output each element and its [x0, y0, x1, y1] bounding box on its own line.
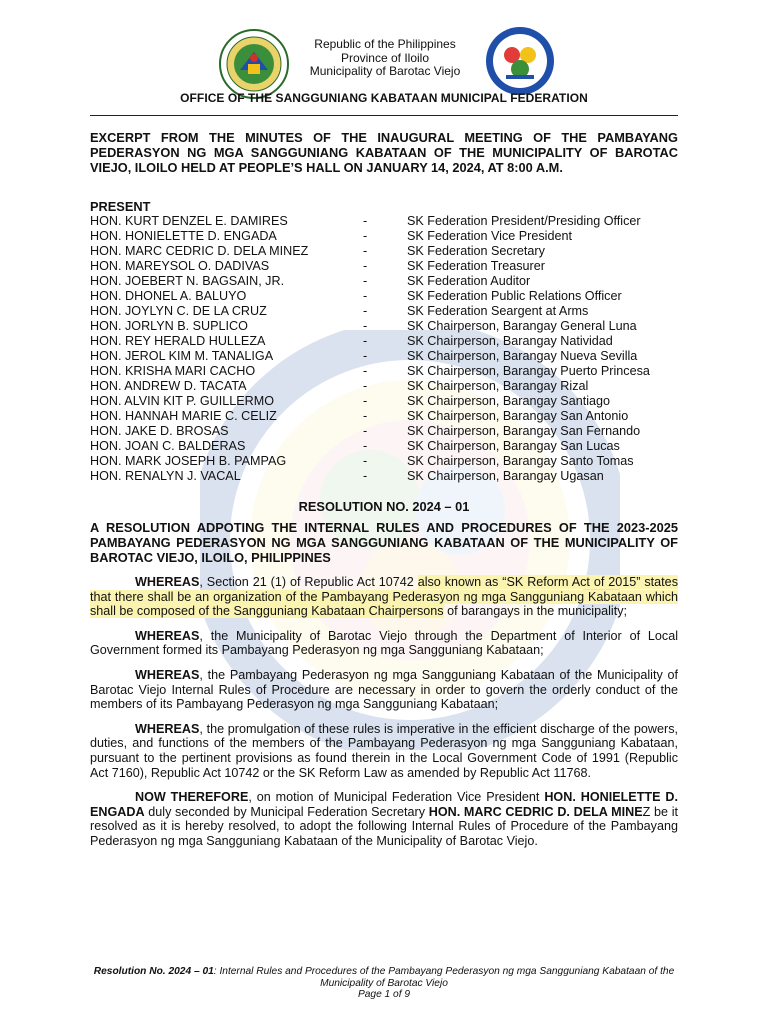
separator-dash: - — [363, 439, 368, 453]
member-name: HON. ALVIN KIT P. GUILLERMO — [90, 394, 275, 408]
separator-dash: - — [363, 304, 368, 318]
excerpt-heading: EXCERPT FROM THE MINUTES OF THE INAUGURAL MEETING OF THE PAMBAYANG PEDERASYON NG MGA SANGGUNIANG KABATAAN OF THE MUNICIPALITY OF BAROTAC VIEJO, ILOILO HELD AT PEOPLE’S HALL ON JANUARY 14, 2024, AT 8:00 A.M. — [90, 130, 678, 175]
member-position: SK Federation Public Relations Officer — [407, 289, 622, 303]
separator-dash: - — [363, 244, 368, 258]
separator-dash: - — [363, 379, 368, 393]
whereas-label: WHEREAS — [135, 721, 200, 736]
member-name: HON. MARK JOSEPH B. PAMPAG — [90, 454, 287, 468]
separator-dash: - — [363, 349, 368, 363]
republic-line: Republic of the Philippines — [314, 37, 456, 51]
member-name: HON. KURT DENZEL E. DAMIRES — [90, 214, 288, 228]
whereas-label: WHEREAS — [135, 667, 200, 682]
separator-dash: - — [363, 334, 368, 348]
header-divider — [90, 115, 678, 116]
roster-row — [90, 454, 690, 469]
roster-row — [90, 304, 690, 319]
whereas-paragraph-3 — [90, 668, 678, 712]
member-name: HON. KRISHA MARI CACHO — [90, 364, 256, 378]
roster-row — [90, 349, 690, 364]
whereas-paragraph-4 — [90, 722, 678, 780]
member-name: HON. HANNAH MARIE C. CELIZ — [90, 409, 277, 423]
roster-row — [90, 469, 690, 484]
roster-row — [90, 229, 690, 244]
member-name: HON. DHONEL A. BALUYO — [90, 289, 247, 303]
footer-resolution-ref: Resolution No. 2024 – 01 — [93, 966, 214, 977]
roster-row — [90, 319, 690, 334]
separator-dash: - — [363, 454, 368, 468]
member-name: HON. JORLYN B. SUPLICO — [90, 319, 248, 333]
roster-row — [90, 364, 690, 379]
paragraph-text: , the Municipality of Barotac Viejo through the Department of Interior of Local Government formed its Pambayang Pederasyon ng mga Sangguniang Kabataan; — [90, 628, 678, 658]
member-position: SK Federation Secretary — [407, 244, 545, 258]
member-position: SK Chairperson, Barangay General Luna — [407, 319, 637, 333]
resolution-number: RESOLUTION NO. 2024 – 01 — [298, 499, 470, 514]
member-name: HON. MARC CEDRIC D. DELA MINEZ — [90, 244, 309, 258]
now-therefore-label: NOW THEREFORE — [135, 790, 249, 805]
separator-dash: - — [363, 319, 368, 333]
roster-row — [90, 394, 690, 409]
member-position: SK Federation Auditor — [407, 274, 531, 288]
resolution-body — [90, 575, 678, 859]
member-position: SK Federation Vice President — [407, 229, 572, 243]
roster-row — [90, 424, 690, 439]
province-line: Province of Iloilo — [340, 50, 430, 65]
roster-row — [90, 379, 690, 394]
footer-description: : Internal Rules and Procedures of the Pambayang Pederasyon ng mga Sangguniang Kabataan of the Municipality of Barotac Viejo — [213, 966, 675, 989]
resolution-title: A RESOLUTION ADPOTING THE INTERNAL RULES AND PROCEDURES OF THE 2023-2025 PAMBAYANG PEDERASYON NG MGA SANGGUNIANG KABATAAN OF THE MUNICIPALITY OF BAROTAC VIEJO, ILOILO, PHILIPPINES — [90, 520, 678, 565]
member-position: SK Chairperson, Barangay Rizal — [407, 379, 589, 393]
roster-row — [90, 274, 690, 289]
whereas-paragraph-2 — [90, 629, 678, 658]
paragraph-text: duly seconded by Municipal Federation Secretary — [144, 804, 429, 819]
sk-federation-logo-icon — [484, 25, 556, 97]
member-position: SK Federation Seargent at Arms — [407, 304, 589, 318]
separator-dash: - — [363, 394, 368, 408]
member-position: SK Chairperson, Barangay Ugasan — [407, 469, 604, 483]
member-name: HON. JOYLYN C. DE LA CRUZ — [90, 304, 267, 318]
roster-row — [90, 259, 690, 274]
government-header — [290, 38, 480, 79]
member-position: SK Chairperson, Barangay San Antonio — [407, 409, 629, 423]
member-position: SK Chairperson, Barangay San Lucas — [407, 439, 620, 453]
separator-dash: - — [363, 409, 368, 423]
member-position: SK Federation Treasurer — [407, 259, 545, 273]
member-name: HON. JAKE D. BROSAS — [90, 424, 229, 438]
member-name: HON. MAREYSOL O. DADIVAS — [90, 259, 270, 273]
member-position: SK Chairperson, Barangay Natividad — [407, 334, 613, 348]
seconder-name: HON. MARC CEDRIC D. DELA MINE — [428, 804, 643, 819]
municipal-seal-icon — [218, 28, 290, 100]
member-name: HON. JEROL KIM M. TANALIGA — [90, 349, 274, 363]
separator-dash: - — [363, 229, 368, 243]
whereas-paragraph-1 — [90, 575, 678, 619]
separator-dash: - — [363, 469, 368, 483]
whereas-label: WHEREAS — [135, 628, 200, 643]
separator-dash: - — [363, 274, 368, 288]
page-number: Page 1 of 9 — [357, 989, 411, 1000]
mover-name: HON. HONIELETTE D. ENGADA — [90, 790, 678, 819]
municipality-line: Municipality of Barotac Viejo — [309, 64, 461, 78]
roster-row — [90, 439, 690, 454]
paragraph-text: , the promulgation of these rules is imperative in the efficient discharge of the powers, duties, and functions of the members of the Pambayang Pederasyon ng mga Sangguniang Kabataan, pursuant to the pertinent provisions as found therein in the Local Government Code of 1991 (Republic Act 7160), Republic Act 10742 or the SK Reform Law as amended by Republic Act 11768. — [90, 721, 678, 780]
roster-row — [90, 214, 690, 229]
separator-dash: - — [363, 289, 368, 303]
member-name: HON. ANDREW D. TACATA — [90, 379, 247, 393]
member-name: HON. HONIELETTE D. ENGADA — [90, 229, 277, 243]
paragraph-text: , on motion of Municipal Federation Vice President — [248, 790, 545, 805]
member-name: HON. JOEBERT N. BAGSAIN, JR. — [90, 274, 285, 288]
member-position: SK Chairperson, Barangay San Fernando — [407, 424, 641, 438]
roster-row — [90, 409, 690, 424]
member-position: SK Chairperson, Barangay Santiago — [407, 394, 611, 408]
member-name: HON. REY HERALD HULLEZA — [90, 334, 266, 348]
member-position: SK Chairperson, Barangay Santo Tomas — [407, 454, 634, 468]
whereas-label: WHEREAS — [135, 575, 200, 589]
paragraph-text: , the Pambayang Pederasyon ng mga Sangguniang Kabataan of the Municipality of Barotac Viejo Internal Rules of Procedure are necessary in order to govern the orderly conduct of the members of its Pambayang Pederasyon ng mga Sangguniang Kabataan; — [90, 667, 678, 712]
attendance-roster — [90, 214, 690, 484]
separator-dash: - — [363, 424, 368, 438]
highlighted-text: also known as “SK Reform Act of 2015” states that there shall be an organization of the Pambayang Pederasyon ng mga Sangguniang Kabataan which shall be composed of the Sangguniang Kabataan Chairpersons — [90, 575, 678, 619]
roster-row — [90, 334, 690, 349]
member-position: SK Chairperson, Barangay Nueva Sevilla — [407, 349, 638, 363]
separator-dash: - — [363, 259, 368, 273]
roster-row — [90, 289, 690, 304]
member-position: SK Chairperson, Barangay Puerto Princesa — [407, 364, 650, 378]
separator-dash: - — [363, 214, 368, 228]
now-therefore-paragraph — [90, 790, 678, 848]
office-title: OFFICE OF THE SANGGUNIANG KABATAAN MUNICIPAL FEDERATION — [180, 91, 588, 105]
paragraph-text: of barangays in the municipality; — [443, 604, 627, 619]
page-footer — [90, 966, 678, 1001]
roster-row — [90, 244, 690, 259]
separator-dash: - — [363, 364, 368, 378]
member-name: HON. JOAN C. BALDERAS — [90, 439, 246, 453]
member-position: SK Federation President/Presiding Officer — [407, 214, 641, 228]
paragraph-text: , Section 21 (1) of Republic Act 10742 — [199, 575, 418, 589]
paragraph-text: Z be it resolved as it is hereby resolved, to adopt the following Internal Rules of Procedure of the Pambayang Pederasyon ng mga Sangguniang Kabataan of the Municipality of Barotac Viejo. — [90, 804, 679, 848]
member-name: HON. RENALYN J. VACAL — [90, 469, 241, 483]
present-heading: PRESENT — [90, 199, 151, 214]
